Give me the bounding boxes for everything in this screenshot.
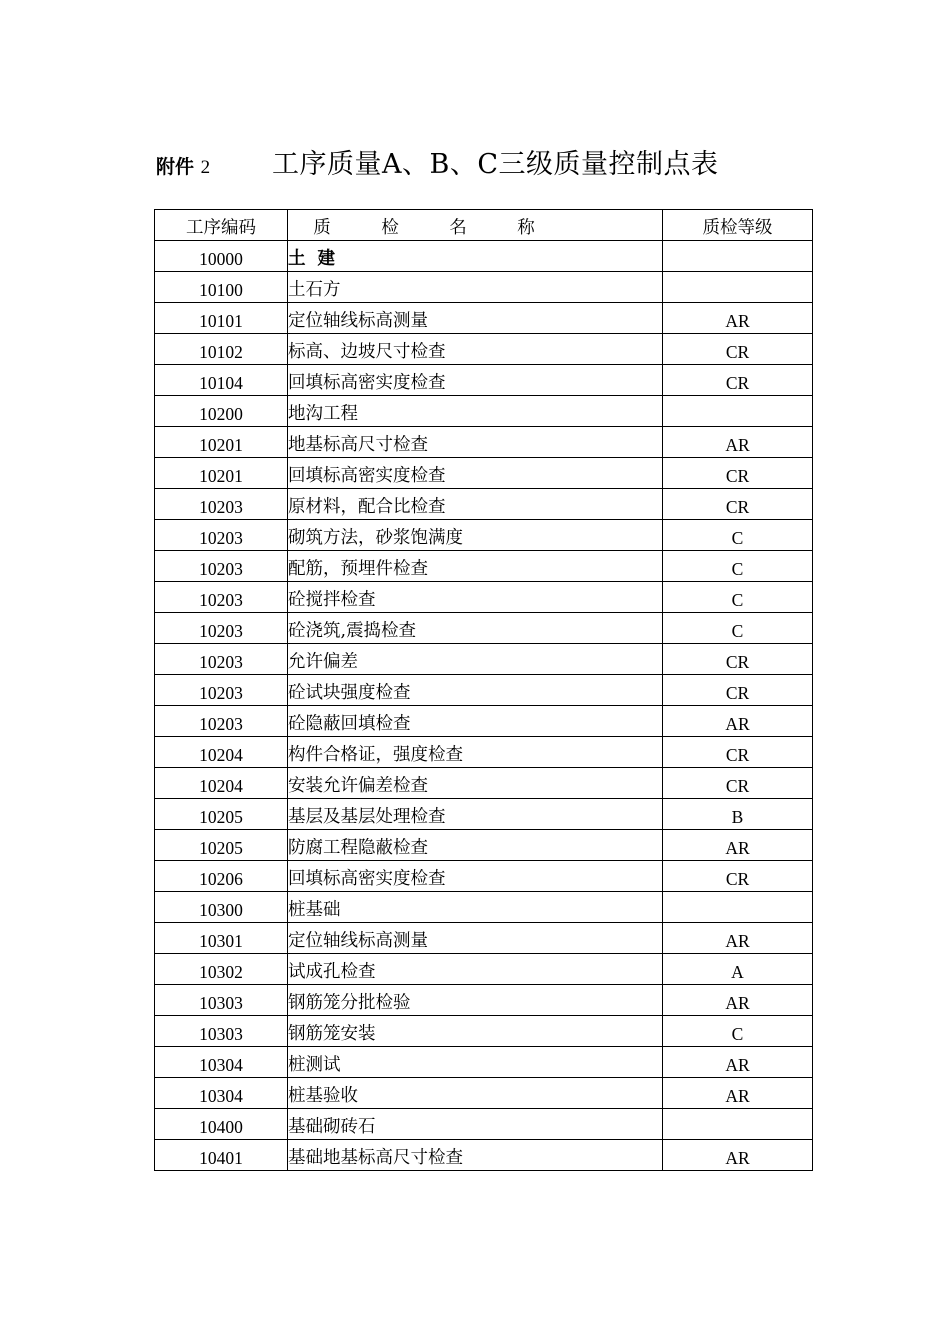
row-name: 桩基础 — [288, 892, 663, 923]
page-title: 工序质量A、B、C三级质量控制点表 — [272, 149, 719, 180]
row-code: 10200 — [155, 396, 288, 427]
table-row — [155, 1140, 813, 1171]
attachment-number: 2 — [200, 157, 211, 178]
row-name: 回填标高密实度检查 — [288, 861, 663, 892]
row-grade: C — [663, 520, 813, 551]
row-name: 地沟工程 — [288, 396, 663, 427]
row-code: 10000 — [155, 241, 288, 272]
row-grade: CR — [663, 334, 813, 365]
row-name: 回填标高密实度检查 — [288, 365, 663, 396]
row-code: 10300 — [155, 892, 288, 923]
row-grade: AR — [663, 427, 813, 458]
table-row — [155, 520, 813, 551]
row-grade: CR — [663, 365, 813, 396]
table-row — [155, 1078, 813, 1109]
table-row — [155, 303, 813, 334]
row-grade: AR — [663, 830, 813, 861]
row-code: 10302 — [155, 954, 288, 985]
table-row — [155, 644, 813, 675]
row-grade: CR — [663, 768, 813, 799]
row-code: 10201 — [155, 458, 288, 489]
row-grade — [663, 892, 813, 923]
document-heading — [156, 142, 836, 182]
row-grade: AR — [663, 1078, 813, 1109]
row-code: 10203 — [155, 644, 288, 675]
header-name-char: 名 — [449, 217, 467, 238]
table-row — [155, 489, 813, 520]
row-name: 定位轴线标高测量 — [288, 923, 663, 954]
row-code: 10203 — [155, 520, 288, 551]
row-grade: CR — [663, 489, 813, 520]
row-code: 10304 — [155, 1078, 288, 1109]
row-grade: C — [663, 613, 813, 644]
table-row — [155, 768, 813, 799]
row-code: 10203 — [155, 582, 288, 613]
row-grade: AR — [663, 303, 813, 334]
row-code: 10204 — [155, 737, 288, 768]
row-grade — [663, 396, 813, 427]
row-code: 10204 — [155, 768, 288, 799]
quality-control-table — [154, 209, 813, 1171]
row-code: 10203 — [155, 675, 288, 706]
table-header-row — [155, 210, 813, 241]
row-code: 10303 — [155, 985, 288, 1016]
table-row — [155, 396, 813, 427]
row-name: 砼搅拌检查 — [288, 582, 663, 613]
row-grade: C — [663, 551, 813, 582]
table-row — [155, 1016, 813, 1047]
header-name-char: 称 — [517, 217, 535, 238]
row-name: 地基标高尺寸检查 — [288, 427, 663, 458]
row-code: 10301 — [155, 923, 288, 954]
row-code: 10304 — [155, 1047, 288, 1078]
row-grade: AR — [663, 1047, 813, 1078]
row-grade: AR — [663, 923, 813, 954]
header-code: 工序编码 — [155, 210, 288, 241]
row-name: 防腐工程隐蔽检查 — [288, 830, 663, 861]
row-grade: C — [663, 582, 813, 613]
row-grade: CR — [663, 644, 813, 675]
row-code: 10400 — [155, 1109, 288, 1140]
table-row — [155, 272, 813, 303]
row-grade: B — [663, 799, 813, 830]
row-name: 砌筑方法，砂浆饱满度 — [288, 520, 663, 551]
table-row — [155, 365, 813, 396]
row-name: 砼隐蔽回填检查 — [288, 706, 663, 737]
row-name: 砼浇筑,震捣检查 — [288, 613, 663, 644]
row-code: 10203 — [155, 706, 288, 737]
header-grade: 质检等级 — [663, 210, 813, 241]
row-grade: AR — [663, 985, 813, 1016]
row-code: 10203 — [155, 551, 288, 582]
row-code: 10101 — [155, 303, 288, 334]
row-name: 配筋，预埋件检查 — [288, 551, 663, 582]
table-row — [155, 706, 813, 737]
row-grade — [663, 1109, 813, 1140]
row-name: 回填标高密实度检查 — [288, 458, 663, 489]
row-name: 钢筋笼安装 — [288, 1016, 663, 1047]
header-name — [288, 210, 663, 241]
row-code: 10206 — [155, 861, 288, 892]
row-code: 10203 — [155, 613, 288, 644]
row-code: 10203 — [155, 489, 288, 520]
table-row — [155, 613, 813, 644]
header-name-char: 质 — [313, 217, 331, 238]
table-row — [155, 675, 813, 706]
table-row — [155, 1047, 813, 1078]
row-name: 基层及基层处理检查 — [288, 799, 663, 830]
row-code: 10205 — [155, 799, 288, 830]
row-name: 构件合格证，强度检查 — [288, 737, 663, 768]
table-row — [155, 427, 813, 458]
row-grade — [663, 272, 813, 303]
table-row — [155, 954, 813, 985]
table-row — [155, 551, 813, 582]
row-code: 10303 — [155, 1016, 288, 1047]
table-row — [155, 1109, 813, 1140]
row-code: 10201 — [155, 427, 288, 458]
row-grade: AR — [663, 706, 813, 737]
row-grade: CR — [663, 861, 813, 892]
table-row — [155, 799, 813, 830]
row-name: 土建 — [288, 241, 663, 272]
row-grade: CR — [663, 737, 813, 768]
table-row — [155, 923, 813, 954]
row-name: 试成孔检查 — [288, 954, 663, 985]
row-name: 桩测试 — [288, 1047, 663, 1078]
row-code: 10205 — [155, 830, 288, 861]
table-row — [155, 458, 813, 489]
attachment-label: 附件 2 — [156, 156, 211, 178]
row-grade: CR — [663, 458, 813, 489]
table-row — [155, 241, 813, 272]
row-grade: A — [663, 954, 813, 985]
row-name: 砼试块强度检查 — [288, 675, 663, 706]
row-name: 钢筋笼分批检验 — [288, 985, 663, 1016]
row-name: 允许偏差 — [288, 644, 663, 675]
row-name: 桩基验收 — [288, 1078, 663, 1109]
table-row — [155, 892, 813, 923]
row-code: 10102 — [155, 334, 288, 365]
table-row — [155, 334, 813, 365]
row-name: 土石方 — [288, 272, 663, 303]
row-code: 10104 — [155, 365, 288, 396]
row-grade: C — [663, 1016, 813, 1047]
row-grade: CR — [663, 675, 813, 706]
header-name-char: 检 — [381, 217, 399, 238]
row-name: 定位轴线标高测量 — [288, 303, 663, 334]
row-code: 10401 — [155, 1140, 288, 1171]
row-name: 基础砌砖石 — [288, 1109, 663, 1140]
table-row — [155, 861, 813, 892]
table-row — [155, 582, 813, 613]
row-grade: AR — [663, 1140, 813, 1171]
row-name: 安装允许偏差检查 — [288, 768, 663, 799]
row-code: 10100 — [155, 272, 288, 303]
row-name: 原材料，配合比检查 — [288, 489, 663, 520]
row-name: 标高、边坡尺寸检查 — [288, 334, 663, 365]
row-grade — [663, 241, 813, 272]
row-name: 基础地基标高尺寸检查 — [288, 1140, 663, 1171]
table-row — [155, 830, 813, 861]
table-row — [155, 985, 813, 1016]
table-row — [155, 737, 813, 768]
